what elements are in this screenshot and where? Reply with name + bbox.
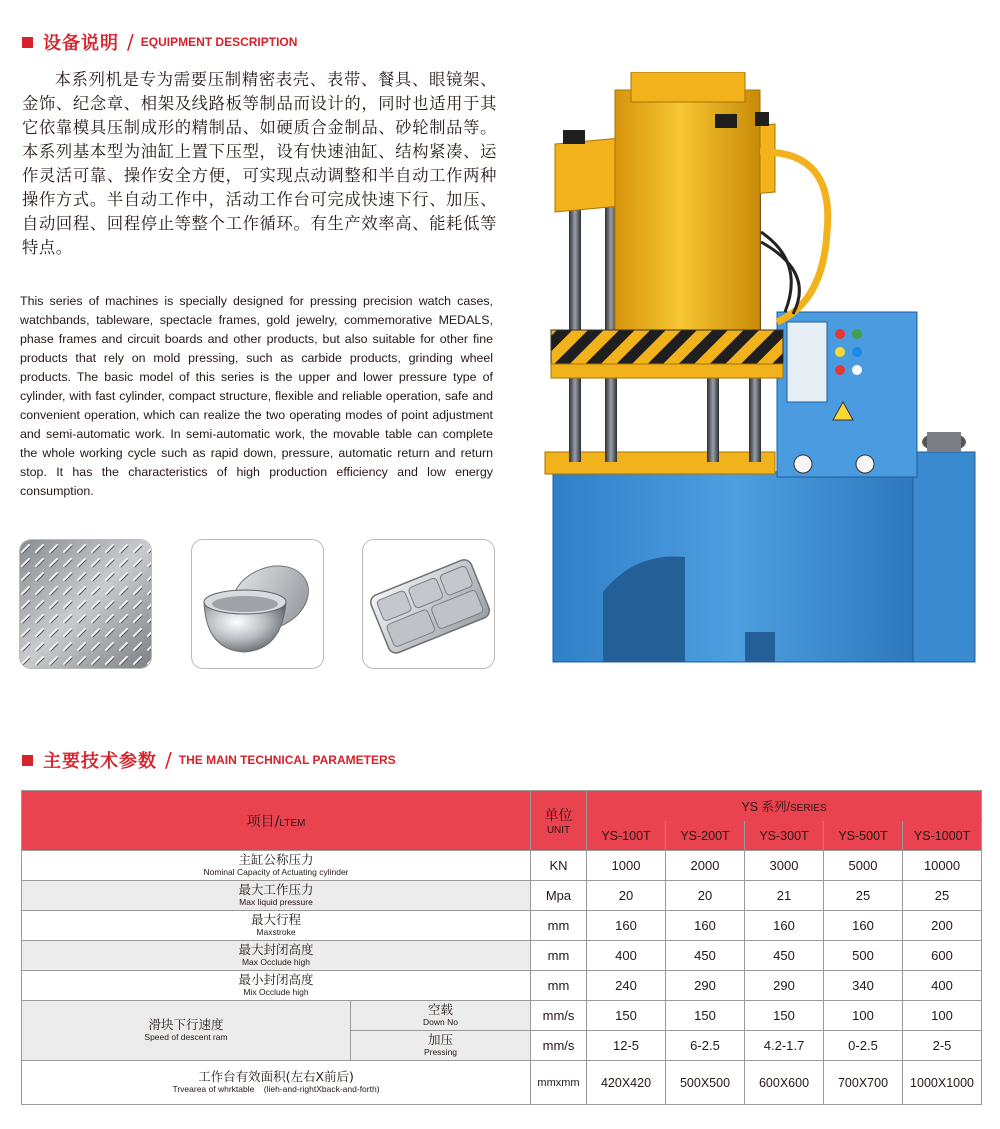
row-item-zh: 最大工作压力 [238, 882, 314, 897]
value-cell: 1000X1000 [903, 1061, 982, 1105]
heading-en: EQUIPMENT DESCRIPTION [140, 35, 298, 49]
speed-sub-en: Down No [423, 1017, 458, 1027]
header-unit-zh: 单位 [544, 808, 573, 824]
value-cell: 150 [587, 1001, 666, 1031]
value-cell: 4.2-1.7 [745, 1031, 824, 1061]
speed-sub-zh: 加压 [427, 1032, 453, 1047]
value-cell: 21 [745, 881, 824, 911]
row-item-cell [22, 851, 531, 881]
model-cell: YS-1000T [903, 821, 982, 851]
value-cell: 20 [587, 881, 666, 911]
value-cell: 500X500 [666, 1061, 745, 1105]
value-cell: 25 [903, 881, 982, 911]
speed-item-en: Speed of descent ram [144, 1032, 228, 1042]
row-item-en: Maxstroke [256, 927, 296, 937]
area-item-zh: 工作台有效面积(左右X前后) [198, 1069, 354, 1084]
header-series-en: SERIES [790, 803, 827, 814]
value-cell: 0-2.5 [824, 1031, 903, 1061]
area-item-en: Trvearea of whrktable (lieh-and-rightXback-and-forth) [172, 1084, 380, 1094]
speed-item-cell [22, 1001, 351, 1061]
speed-item-zh: 滑块下行速度 [148, 1017, 224, 1032]
row-item-cell [22, 911, 531, 941]
speed-sub-zh: 空载 [427, 1002, 453, 1017]
header-series-zh: YS 系列/ [741, 800, 790, 814]
value-cell: 400 [587, 941, 666, 971]
table-row [22, 971, 982, 1001]
header-item-zh: 项目/ [246, 813, 280, 830]
value-cell: 700X700 [824, 1061, 903, 1105]
heading-slash: / [127, 30, 134, 54]
value-cell: 290 [666, 971, 745, 1001]
model-cell: YS-100T [587, 821, 666, 851]
value-cell: 25 [824, 881, 903, 911]
value-cell: 3000 [745, 851, 824, 881]
row-unit-cell: mmxmm [531, 1061, 587, 1105]
value-cell: 20 [666, 881, 745, 911]
heading-en: THE MAIN TECHNICAL PARAMETERS [178, 753, 396, 767]
value-cell: 450 [666, 941, 745, 971]
description-zh: 本系列机是专为需要压制精密表壳、表带、餐具、眼镜架、金饰、纪念章、相架及线路板等制品而设计的，同时也适用于其它依靠模具压制成形的精制品、如硬质合金制品、砂轮制品等。本系列基本型为油缸上置下压型，设有快速油缸、结构紧凑、运作灵活可靠、操作安全方便，可实现点动调整和半自动工作两种操作方式。半自动工作中，活动工作台可完成快速下行、加压、自动回程、回程停止等整个工作循环。有生产效率高、能耗低等特点。 [22, 70, 497, 257]
header-series-cell [587, 791, 982, 821]
header-item-en: LTEM [279, 817, 306, 829]
model-cell: YS-300T [745, 821, 824, 851]
value-cell: 100 [903, 1001, 982, 1031]
value-cell: 12-5 [587, 1031, 666, 1061]
model-cell: YS-200T [666, 821, 745, 851]
value-cell: 600 [903, 941, 982, 971]
row-unit-cell: KN [531, 851, 587, 881]
heading-square-icon [22, 37, 33, 48]
table-row [22, 1061, 982, 1105]
technical-parameters-heading [22, 748, 396, 772]
row-item-cell [22, 971, 531, 1001]
hydraulic-press-image [535, 72, 980, 676]
value-cell: 200 [903, 911, 982, 941]
value-cell: 160 [587, 911, 666, 941]
value-cell: 290 [745, 971, 824, 1001]
header-item-cell [22, 791, 531, 851]
value-cell: 500 [824, 941, 903, 971]
row-item-zh: 主缸公称压力 [238, 852, 314, 867]
row-item-cell [22, 941, 531, 971]
value-cell: 160 [745, 911, 824, 941]
row-unit-cell: mm [531, 941, 587, 971]
row-unit-cell: Mpa [531, 881, 587, 911]
equipment-description-heading [22, 30, 297, 54]
row-unit-cell: mm [531, 911, 587, 941]
value-cell: 5000 [824, 851, 903, 881]
heading-zh: 设备说明 [43, 33, 119, 54]
table-row [22, 881, 982, 911]
row-item-en: Mix Occlude high [243, 987, 309, 997]
value-cell: 340 [824, 971, 903, 1001]
row-item-cell [22, 881, 531, 911]
table-row [22, 1001, 982, 1031]
row-item-en: Max Occlude high [241, 957, 311, 967]
divided-tray-image [362, 539, 495, 669]
parameters-table [21, 790, 982, 1105]
value-cell: 150 [745, 1001, 824, 1031]
value-cell: 600X600 [745, 1061, 824, 1105]
row-item-en: Max liquid pressure [239, 897, 313, 907]
table-row [22, 851, 982, 881]
header-unit-cell [531, 791, 587, 851]
speed-sub-cell [351, 1031, 531, 1061]
row-unit-cell: mm/s [531, 1031, 587, 1061]
value-cell: 1000 [587, 851, 666, 881]
value-cell: 420X420 [587, 1061, 666, 1105]
table-row [22, 911, 982, 941]
heading-square-icon [22, 755, 33, 766]
value-cell: 100 [824, 1001, 903, 1031]
speed-sub-cell [351, 1001, 531, 1031]
row-item-zh: 最大封闭高度 [238, 942, 314, 957]
heading-slash: / [165, 748, 172, 772]
value-cell: 2-5 [903, 1031, 982, 1061]
value-cell: 450 [745, 941, 824, 971]
heading-zh: 主要技术参数 [43, 751, 157, 772]
row-unit-cell: mm/s [531, 1001, 587, 1031]
value-cell: 10000 [903, 851, 982, 881]
table-header-row [22, 791, 982, 821]
table-row [22, 941, 982, 971]
checker-plate-image [19, 539, 152, 669]
speed-sub-en: Pressing [423, 1047, 458, 1057]
value-cell: 6-2.5 [666, 1031, 745, 1061]
row-unit-cell: mm [531, 971, 587, 1001]
value-cell: 150 [666, 1001, 745, 1031]
header-unit-en: UNIT [546, 825, 571, 836]
steel-bowl-image [191, 539, 324, 669]
value-cell: 160 [666, 911, 745, 941]
row-item-zh: 最大行程 [250, 912, 301, 927]
value-cell: 2000 [666, 851, 745, 881]
row-item-zh: 最小封闭高度 [238, 972, 314, 987]
value-cell: 160 [824, 911, 903, 941]
description-en: This series of machines is specially designed for pressing precision watch cases, watchbands, tableware, spectacle frames, gold jewelry, commemorative MEDALS, phase frames and circuit boards and other products, but also suitable for other fine products that rely on mold pressing, such as carbide products, grinding wheel products. The basic model of this series is the upper and lower pressure type of cylinder, with fast cylinder, compact structure, flexible and reliable operation, safe and convenient operation, which can realize the two operating modes of point adjustment and semi-automatic work. In semi-automatic work, the movable table can complete the whole working cycle such as rapid down, pressure, automatic return and return stop. It has the characteristics of high production efficiency and low energy consumption. [20, 294, 493, 498]
row-item-en: Nominal Capacity of Actuating cylinder [203, 867, 349, 877]
area-item-cell [22, 1061, 531, 1105]
model-cell: YS-500T [824, 821, 903, 851]
value-cell: 400 [903, 971, 982, 1001]
value-cell: 240 [587, 971, 666, 1001]
